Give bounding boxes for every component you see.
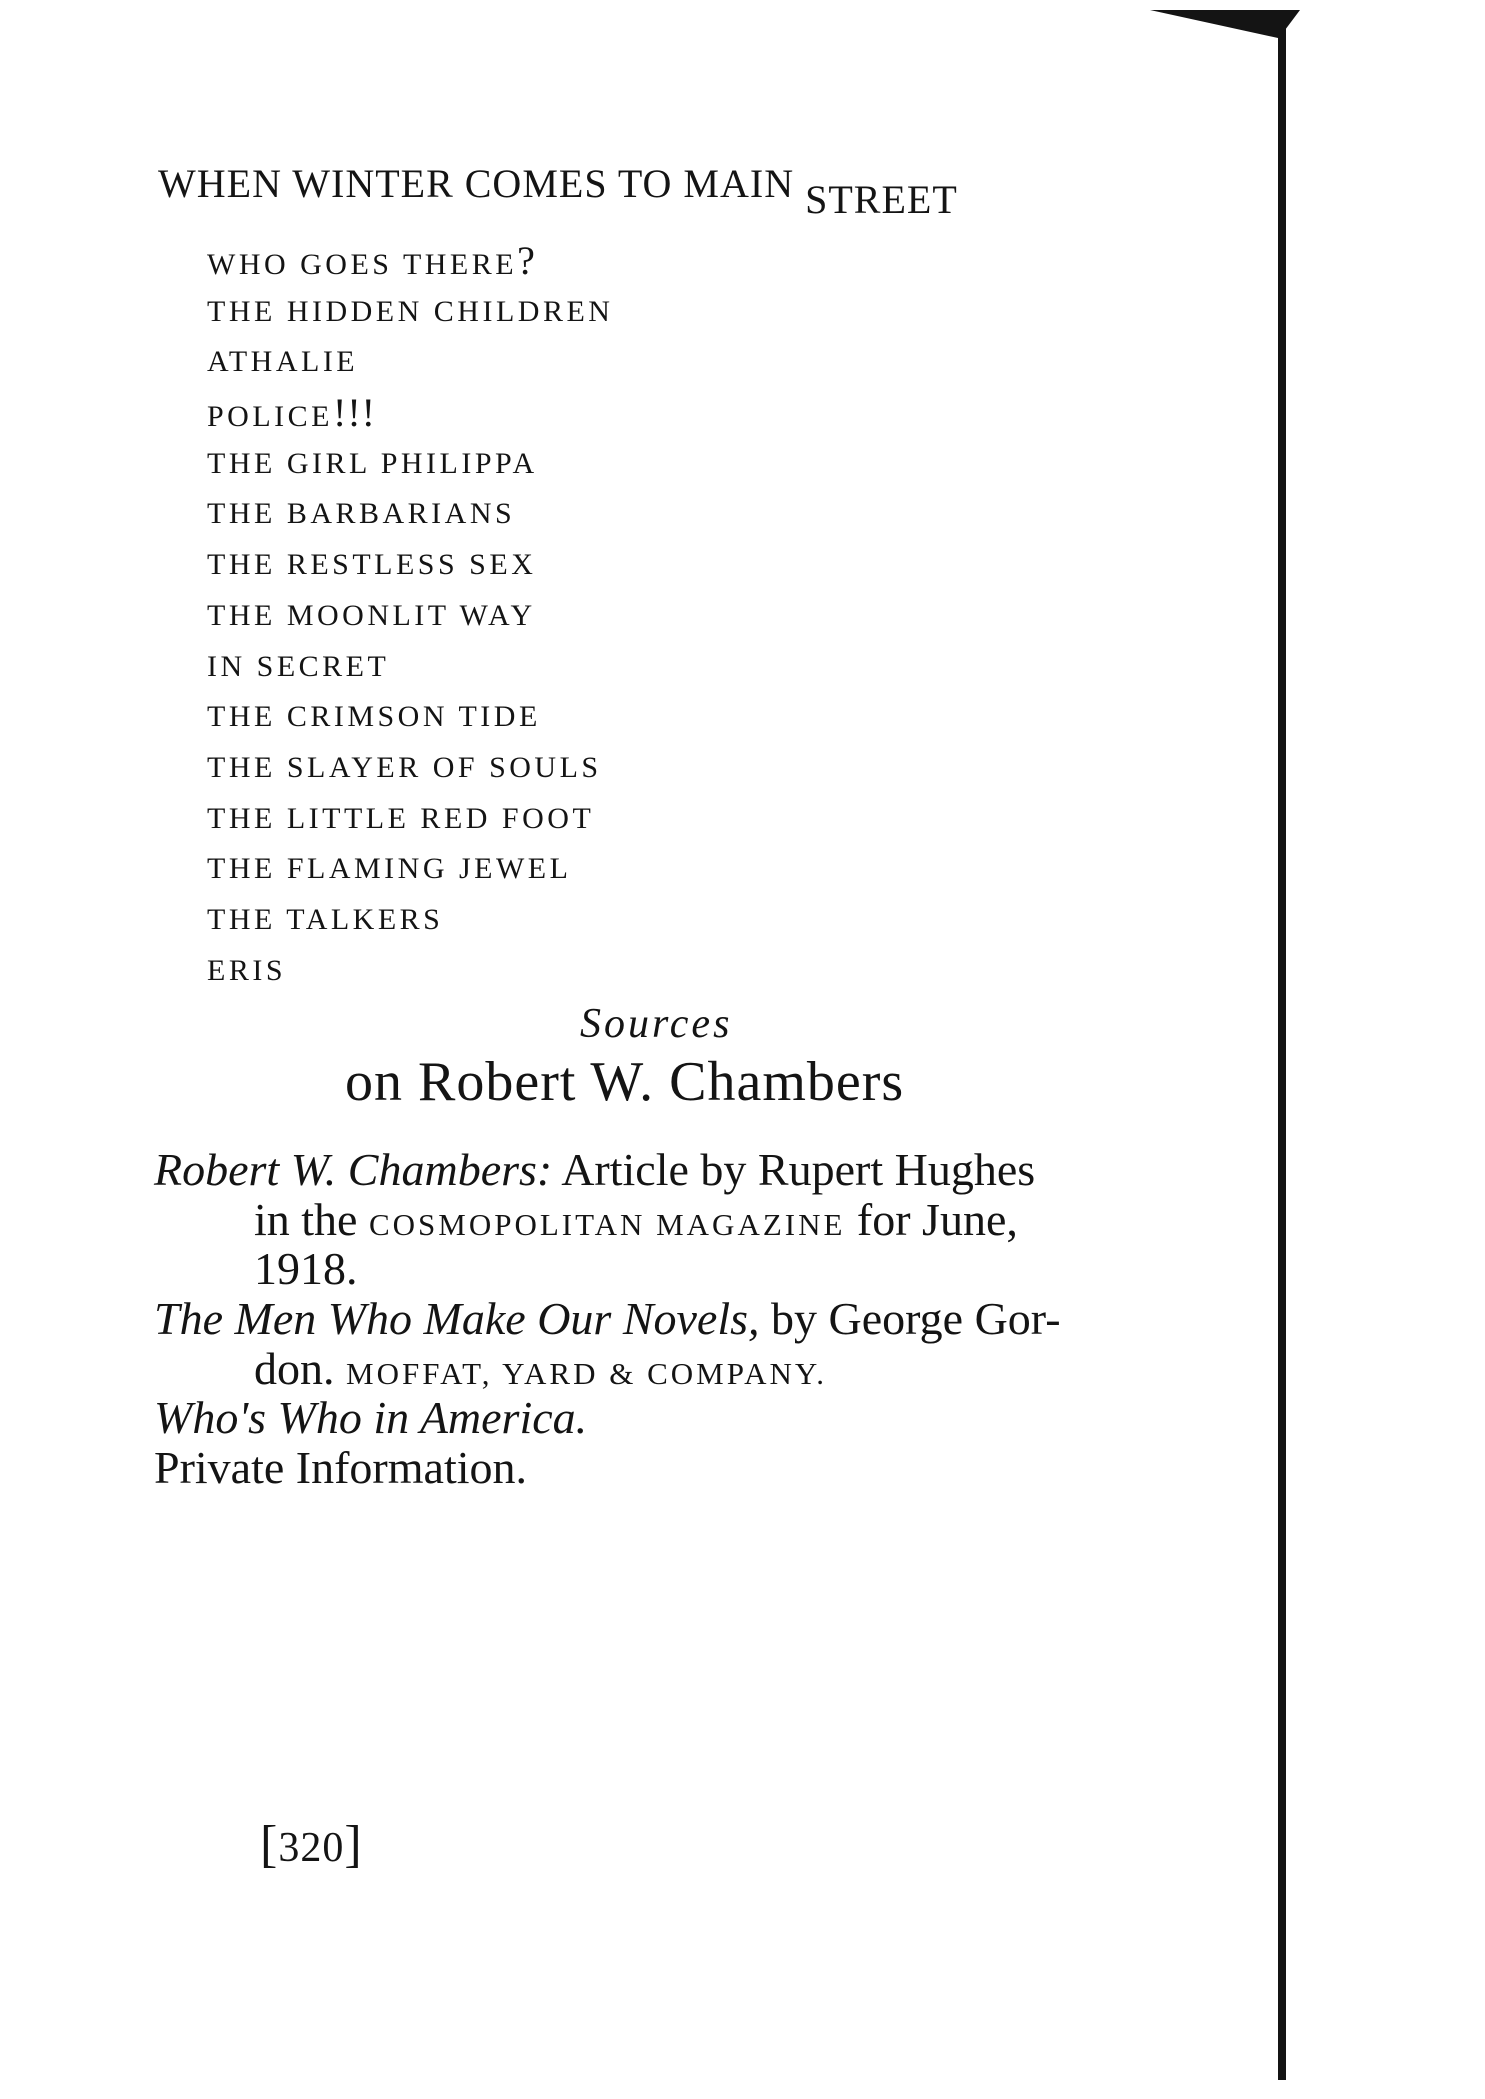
- list-item: THE RESTLESS SEX: [207, 548, 537, 582]
- list-item: WHO GOES THERE?: [207, 238, 536, 283]
- list-item: ERIS: [207, 953, 287, 987]
- page-number: [320]: [260, 1816, 363, 1873]
- list-item: THE MOONLIT WAY: [207, 598, 536, 632]
- page-edge-rule: [1274, 20, 1290, 2080]
- list-item: THE FLAMING JEWEL: [207, 852, 572, 886]
- bibliography-entry: The Men Who Make Our Novels, by George Gor- don. MOFFAT, YARD & COMPANY.: [154, 1293, 1061, 1394]
- list-item: THE LITTLE RED FOOT: [207, 801, 595, 835]
- list-item: THE CRIMSON TIDE: [207, 700, 541, 734]
- list-item: THE BARBARIANS: [207, 497, 516, 531]
- list-item: THE SLAYER OF SOULS: [207, 750, 602, 784]
- running-head: [158, 160, 1158, 222]
- running-head-tail: STREET: [805, 177, 958, 222]
- list-item: THE TALKERS: [207, 902, 444, 936]
- book-titles-list: [207, 236, 613, 996]
- list-item: IN SECRET: [207, 649, 390, 683]
- bibliography: [154, 1145, 1154, 1493]
- list-item: THE HIDDEN CHILDREN: [207, 294, 614, 328]
- bibliography-entry: Robert W. Chambers: Article by Rupert Hughes in the COSMOPOLITAN MAGAZINE for June, 1918.: [154, 1144, 1036, 1295]
- running-head-main: WHEN WINTER COMES TO MAIN: [158, 161, 795, 206]
- sources-label: Sources: [580, 1001, 733, 1047]
- bibliography-entry: Who's Who in America.: [154, 1392, 588, 1444]
- sources-heading: on Robert W. Chambers: [345, 1051, 905, 1113]
- list-item: THE GIRL PHILIPPA: [207, 446, 538, 480]
- page-edge-tick: [1150, 2, 1300, 42]
- bibliography-entry: Private Information.: [154, 1442, 528, 1494]
- list-item: POLICE!!!: [207, 390, 376, 436]
- list-item: ATHALIE: [207, 345, 359, 379]
